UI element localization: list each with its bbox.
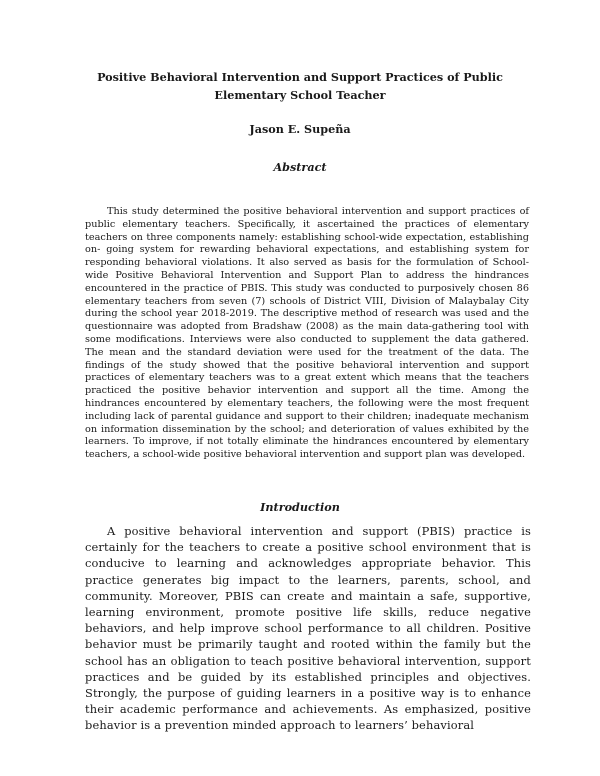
introduction-heading: Introduction (260, 500, 340, 514)
author-name: Jason E. Supeña (249, 122, 351, 136)
title-line-1: Positive Behavioral Intervention and Support Practices of Public (97, 70, 503, 84)
abstract-heading: Abstract (273, 160, 327, 174)
paper-title (80, 68, 520, 104)
title-line-2: Elementary School Teacher (214, 88, 386, 102)
abstract-paragraph: This study determined the positive behavioral intervention and support practices of public elementary teachers. Specifically, it ascertained the practices of elementary teachers on three components namely: establishing school-wide expectation, establishing on- going system for rewarding behavioral expectations, and establishing system for responding behavioral violations. It also served as basis for the formulation of School-wide Positive Behavioral Intervention and Support Plan to address the hindrances encountered in the practice of PBIS. This study was conducted to purposively chosen 86 elementary teachers from seven (7) schools of District VIII, Division of Malaybalay City during the school year 2018-2019. The descriptive method of research was used and the questionnaire was adopted from Bradshaw (2008) as the main data-gathering tool with some modifications. Interviews were also conducted to supplement the data gathered. The mean and the standard deviation were used for the treatment of the data. The findings of the study showed that the positive behavioral intervention and support practices of elementary teachers was to a great extent which means that the teachers practiced the positive behavior intervention and support all the time. Among the hindrances encountered by elementary teachers, the following were the most frequent including lack of parental guidance and support to their children; inadequate mechanism on information dissemination by the school; and deterioration of values exhibited by the learners. To improve, if not totally eliminate the hindrances encountered by elementary teachers, a school-wide positive behavioral intervention and support plan was developed. (85, 206, 529, 461)
introduction-paragraph: A positive behavioral intervention and support (PBIS) practice is certainly for the teachers to create a positive school environment that is conducive to learning and acknowledges appropriate behavior. This practice generates big impact to the learners, parents, school, and community. Moreover, PBIS can create and maintain a safe, supportive, learning environment, promote positive life skills, reduce negative behaviors, and help improve school performance to all children. Positive behavior must be primarily taught and rooted within the family but the school has an obligation to teach positive behavioral intervention, support practices and be guided by its established principles and objectives. Strongly, the purpose of guiding learners in a positive way is to enhance their academic performance and achievements. As emphasized, positive behavior is a prevention minded approach to learners’ behavioral (85, 524, 531, 733)
